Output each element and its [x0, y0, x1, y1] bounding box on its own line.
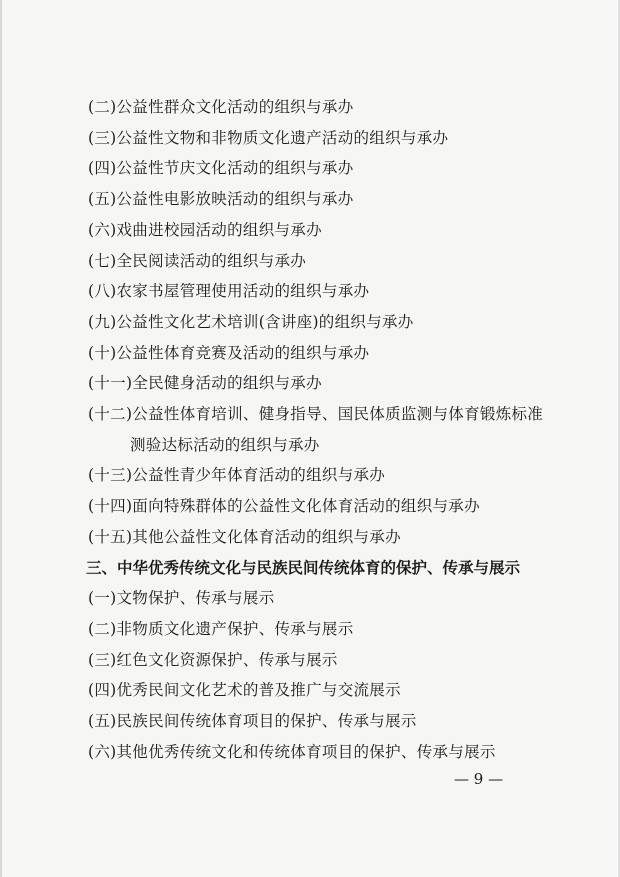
- list-item: (十五)其他公益性文化体育活动的组织与承办: [88, 527, 401, 546]
- list-item: (三)红色文化资源保护、传承与展示: [88, 650, 338, 669]
- list-item-continuation: 测验达标活动的组织与承办: [130, 435, 320, 454]
- list-item: (八)农家书屋管理使用活动的组织与承办: [88, 282, 370, 301]
- list-item: (十一)全民健身活动的组织与承办: [88, 374, 322, 393]
- list-item: (五)公益性电影放映活动的组织与承办: [88, 190, 354, 209]
- section-heading: 三、中华优秀传统文化与民族民间传统体育的保护、传承与展示: [86, 557, 521, 577]
- list-item: (十四)面向特殊群体的公益性文化体育活动的组织与承办: [88, 497, 480, 516]
- list-item: (十)公益性体育竞赛及活动的组织与承办: [88, 343, 370, 362]
- list-item: (六)其他优秀传统文化和传统体育项目的保护、传承与展示: [88, 742, 496, 761]
- list-item: (九)公益性文化艺术培训(含讲座)的组织与承办: [88, 312, 414, 331]
- list-item: (五)民族民间传统体育项目的保护、传承与展示: [88, 712, 417, 731]
- list-item: (十二)公益性体育培训、健身指导、国民体质监测与体育锻炼标准: [88, 405, 544, 424]
- list-item: (一)文物保护、传承与展示: [88, 589, 275, 608]
- list-item: (六)戏曲进校园活动的组织与承办: [88, 220, 322, 239]
- list-item: (四)公益性节庆文化活动的组织与承办: [88, 159, 354, 178]
- list-item: (四)优秀民间文化艺术的普及推广与交流展示: [88, 681, 401, 700]
- list-item: (二)公益性群众文化活动的组织与承办: [88, 98, 354, 116]
- document-body: [88, 92, 588, 767]
- list-item: (三)公益性文物和非物质文化遗产活动的组织与承办: [88, 128, 449, 147]
- page-number: — 9 —: [454, 770, 504, 788]
- list-item: (二)非物质文化遗产保护、传承与展示: [88, 619, 354, 638]
- list-item: (十三)公益性青少年体育活动的组织与承办: [88, 466, 386, 485]
- list-item: (七)全民阅读活动的组织与承办: [88, 251, 307, 270]
